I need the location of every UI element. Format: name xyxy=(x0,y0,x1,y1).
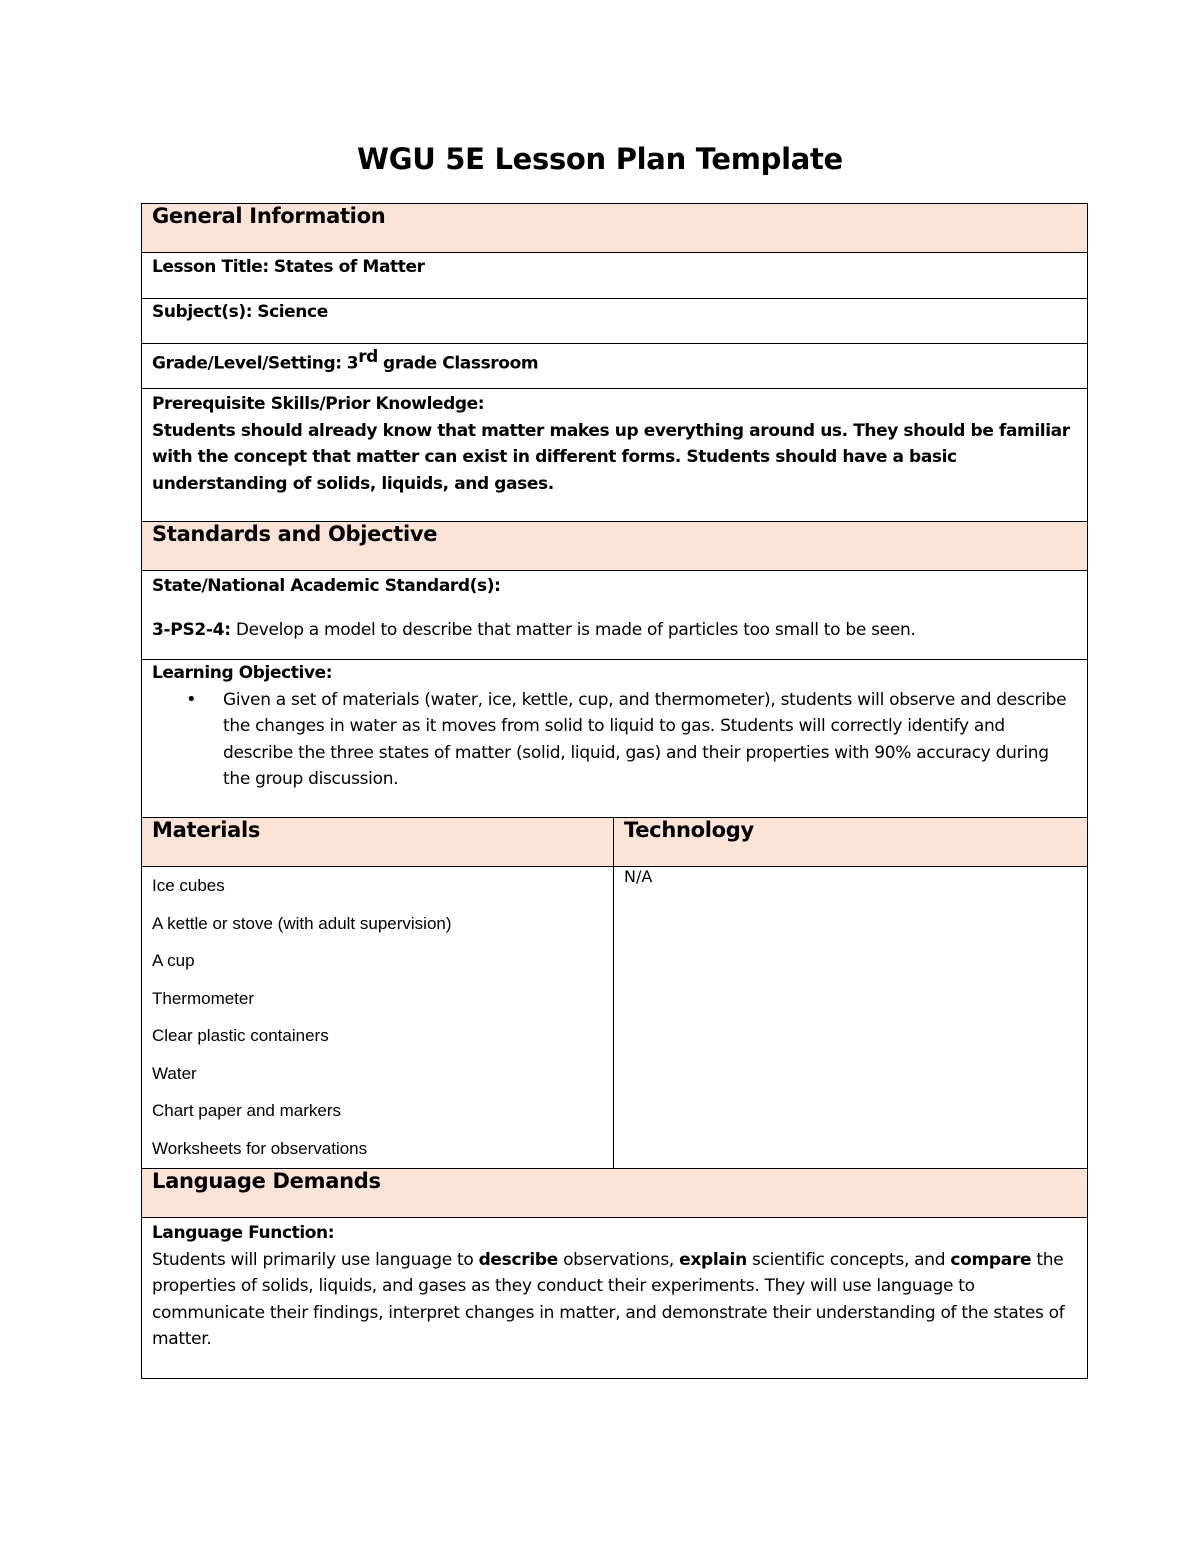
standards-header-row xyxy=(142,522,1088,571)
lesson-title-cell xyxy=(142,253,1088,299)
grade-cell xyxy=(142,344,1088,389)
language-function-label: Language Function: xyxy=(152,1223,335,1243)
lesson-plan-table xyxy=(141,203,1088,1379)
prerequisite-text: Students should already know that matter makes up everything around us. They should be familiar with the concept that matter can exist in different forms. Students should have a basic understanding of solids, liquids, and gases. xyxy=(152,420,1070,494)
lesson-title-row xyxy=(142,253,1088,299)
keyword-compare: compare xyxy=(950,1249,1032,1270)
grade-suffix: rd xyxy=(358,347,378,367)
language-function-row xyxy=(142,1218,1088,1379)
prerequisite-row xyxy=(142,389,1088,522)
objective-item: • Given a set of materials (water, ice, kettle, cup, and thermometer), students will observe and describe the changes in water as it moves from solid to liquid to gas. Students will correctly identify and describe the three states of matter (solid, liquid, gas) and their properties with 90% accuracy during the group discussion. xyxy=(223,687,1077,793)
technology-header: Technology xyxy=(614,818,1088,867)
subject-value: Science xyxy=(257,302,328,322)
materials-row xyxy=(142,867,1088,1169)
prerequisite-label: Prerequisite Skills/Prior Knowledge: xyxy=(152,394,485,414)
prerequisite-cell xyxy=(142,389,1088,522)
standard-line xyxy=(152,617,1077,644)
material-item: Thermometer xyxy=(152,988,255,1008)
grade-number: 3 xyxy=(346,353,359,374)
language-text-part: the properties of solids, liquids, and gases as they conduct their experiments. They will use language to communicate their findings, interpret changes in matter, and demonstrate their understanding of the states of matter. xyxy=(152,1249,1065,1349)
standard-text: Develop a model to describe that matter is made of particles too small to be seen. xyxy=(235,619,916,640)
material-item: A cup xyxy=(152,951,195,970)
material-item: Chart paper and markers xyxy=(152,1101,341,1120)
language-demands-header: Language Demands xyxy=(142,1169,1088,1218)
general-information-header: General Information xyxy=(142,204,1088,253)
keyword-describe: describe xyxy=(478,1249,558,1270)
general-header-row xyxy=(142,204,1088,253)
standards-objective-header: Standards and Objective xyxy=(142,522,1088,571)
materials-cell xyxy=(142,867,614,1169)
technology-cell xyxy=(614,867,1088,1169)
subject-label: Subject(s): xyxy=(152,302,253,322)
lesson-title-value: States of Matter xyxy=(273,257,425,277)
language-function-text xyxy=(152,1247,1077,1353)
lesson-title-label: Lesson Title: xyxy=(152,257,269,277)
grade-setting: grade Classroom xyxy=(383,353,539,374)
material-item: Worksheets for observations xyxy=(152,1138,368,1158)
language-header-row xyxy=(142,1169,1088,1218)
objective-label: Learning Objective: xyxy=(152,663,333,683)
objective-list xyxy=(152,687,1077,793)
objective-cell xyxy=(142,660,1088,818)
grade-label: Grade/Level/Setting: xyxy=(152,353,342,374)
standard-label: State/National Academic Standard(s): xyxy=(152,576,501,596)
material-item: Clear plastic containers xyxy=(152,1026,329,1045)
document-title: WGU 5E Lesson Plan Template xyxy=(357,142,843,176)
material-item: Water xyxy=(152,1063,197,1083)
language-text-part: Students will primarily use language to xyxy=(152,1249,474,1270)
material-item: Ice cubes xyxy=(152,876,225,895)
keyword-explain: explain xyxy=(679,1249,747,1270)
language-function-cell xyxy=(142,1218,1088,1379)
standard-cell xyxy=(142,571,1088,660)
standard-code: 3-PS2-4: xyxy=(152,619,231,640)
language-text-part: observations, xyxy=(563,1249,674,1270)
language-text-part: scientific concepts, and xyxy=(752,1249,946,1270)
material-item: A kettle or stove (with adult supervision) xyxy=(152,913,452,933)
standard-row xyxy=(142,571,1088,660)
grade-row xyxy=(142,344,1088,389)
materials-header-row xyxy=(142,818,1088,867)
subject-cell xyxy=(142,299,1088,344)
subject-row xyxy=(142,299,1088,344)
technology-value: N/A xyxy=(624,867,653,886)
objective-row xyxy=(142,660,1088,818)
materials-header: Materials xyxy=(142,818,614,867)
